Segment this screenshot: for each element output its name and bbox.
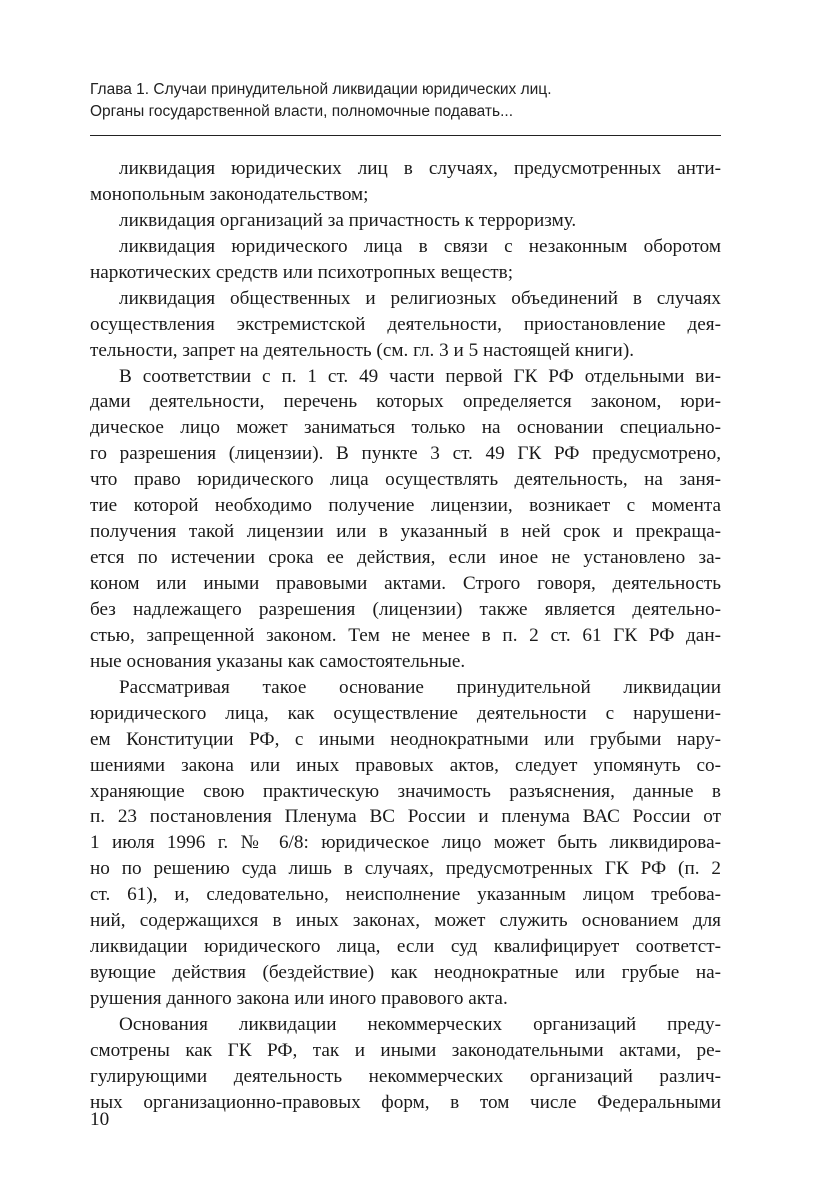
text-line: но по решению суда лишь в случаях, предусмотренных ГК РФ (п. 2 [90,858,721,880]
text-line: получения такой лицензии или в указанный в ней срок и прекраща- [90,521,721,543]
header-divider [90,135,721,136]
text-line: ликвидация юридического лица в связи с незаконным оборотом [119,235,721,257]
text-line: наркотических средств или психотропных веществ; [90,261,514,283]
text-line: ликвидация организаций за причастность к терроризму. [119,209,577,231]
text-line: тие которой необходимо получение лицензии, возникает с момента [90,495,721,517]
text-line: рушения данного закона или иного правового акта. [90,988,508,1009]
paragraph [90,208,721,234]
text-line: ется по истечении срока ее действия, если иное не установлено за- [90,547,721,569]
page-number: 10 [90,1109,110,1130]
paragraph [90,286,721,364]
text-line: ст. 61), и, следовательно, неисполнение указанным лицом требова- [90,884,721,906]
text-line: ний, содержащихся в иных законах, может служить основанием для [90,910,721,932]
text-line: стью, запрещенной законом. Тем не менее в п. 2 ст. 61 ГК РФ дан- [90,624,721,646]
text-line: гулирующими деятельность некоммерческих организаций различ- [90,1065,721,1087]
text-line: ных организационно-правовых форм, в том числе Федеральными [90,1091,721,1113]
text-line: дическое лицо может заниматься только на основании специально- [90,417,721,439]
text-line: храняющие свою практическую значимость разъяснения, данные в [90,780,721,802]
text-line: В соответствии с п. 1 ст. 49 части первой ГК РФ отдельными ви- [119,365,721,387]
paragraph [90,1012,721,1116]
text-line: го разрешения (лицензии). В пункте 3 ст. 49 ГК РФ предусмотрено, [90,443,721,465]
paragraph [90,234,721,286]
running-head-line-1: Глава 1. Случаи принудительной ликвидации юридических лиц. [90,81,552,98]
text-line: что право юридического лица осуществлять деятельность, на заня- [90,469,721,491]
paragraph [90,156,721,208]
running-head [90,79,720,123]
paragraph [90,364,721,675]
text-line: смотрены как ГК РФ, так и иными законодательными актами, ре- [90,1039,721,1061]
text-line: 1 июля 1996 г. № 6/8: юридическое лицо может быть ликвидирова- [90,832,721,854]
paragraph [90,675,721,1012]
text-line: без надлежащего разрешения (лицензии) также является деятельно- [90,598,721,620]
running-head-line-2: Органы государственной власти, полномочные подавать... [90,103,514,120]
text-line: ем Конституции РФ, с иными неоднократными или грубыми нару- [90,728,721,750]
text-line: п. 23 постановления Пленума ВС России и пленума ВАС России от [90,806,721,828]
text-line: дами деятельности, перечень которых определяется законом, юри- [90,391,721,413]
text-line: коном или иными правовыми актами. Строго говоря, деятельность [90,573,721,594]
text-line: ликвидация общественных и религиозных объединений в случаях [119,287,721,309]
body-text [90,156,721,1116]
text-line: шениями закона или иных правовых актов, следует упомянуть со- [90,754,721,776]
text-line: осуществления экстремистской деятельности, приостановление дея- [90,313,721,335]
text-line: ликвидации юридического лица, если суд квалифицирует соответст- [90,936,721,958]
text-line: Рассматривая такое основание принудительной ликвидации [119,676,721,698]
text-line: тельности, запрет на деятельность (см. гл. 3 и 5 настоящей книги). [90,339,635,361]
text-line: Основания ликвидации некоммерческих организаций преду- [119,1013,721,1035]
text-line: ликвидация юридических лиц в случаях, предусмотренных анти- [119,158,721,179]
text-line: ные основания указаны как самостоятельные. [90,650,466,672]
text-line: юридического лица, как осуществление деятельности с нарушени- [90,702,721,724]
text-line: монопольным законодательством; [90,183,369,205]
text-line: вующие действия (бездействие) как неоднократные или грубые на- [90,962,721,984]
